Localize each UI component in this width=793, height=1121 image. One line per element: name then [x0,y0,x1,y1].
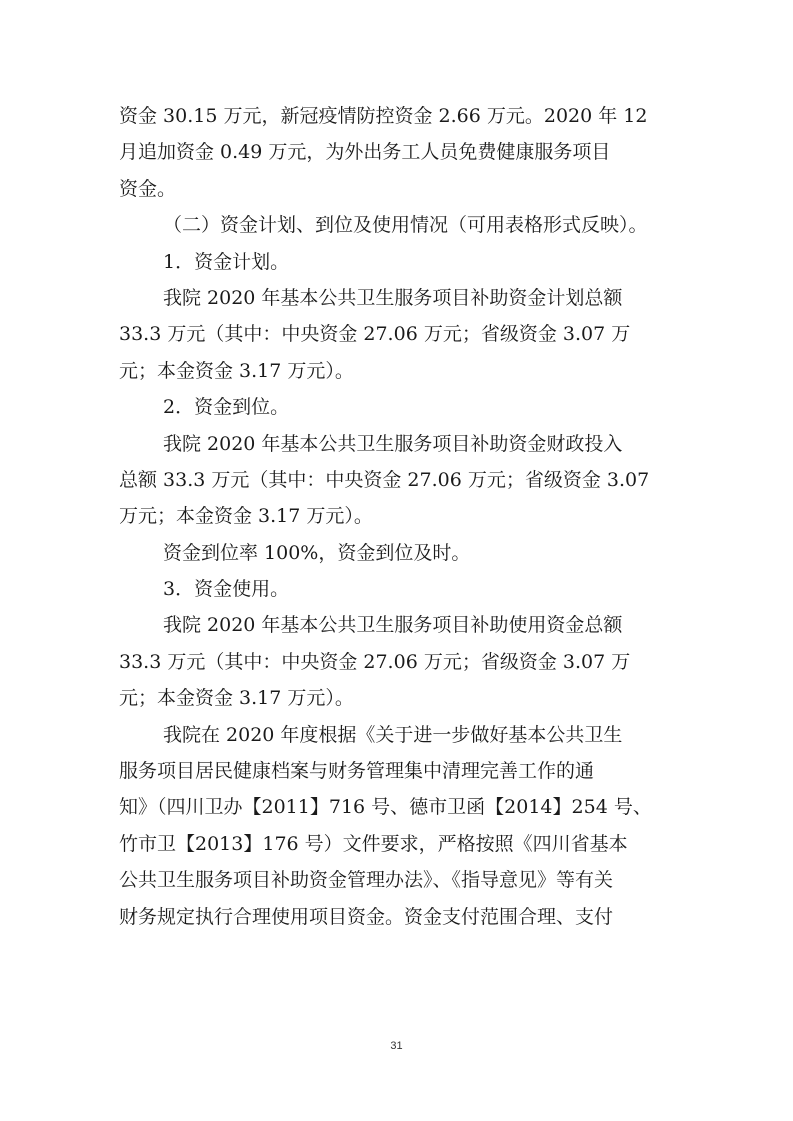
text-line: 我院 2020 年基本公共卫生服务项目补助使用资金总额 [163,614,623,637]
text-line: 知》（四川卫办【2011】716 号、德市卫函【2014】254 号、 [119,796,652,819]
text-line: 资金 30.15 万元，新冠疫情防控资金 2.66 万元。2020 年 12 [119,105,648,127]
subsection-heading: 1．资金计划。 [163,250,290,273]
text-line: 我院 2020 年基本公共卫生服务项目补助资金计划总额 [163,286,623,309]
text-line: 33.3 万元（其中：中央资金 27.06 万元；省级资金 3.07 万 [119,650,631,673]
text-line: 竹市卫【2013】176 号）文件要求，严格按照《四川省基本 [119,832,628,855]
text-line: 元；本金资金 3.17 万元）。 [119,687,354,710]
text-line: 服务项目居民健康档案与财务管理集中清理完善工作的通 [119,760,595,783]
text-line: 总额 33.3 万元（其中：中央资金 27.06 万元；省级资金 3.07 [119,468,650,491]
page-number: 31 [390,1040,403,1052]
text-line: 资金到位率 100%，资金到位及时。 [163,541,471,564]
text-line: 资金。 [119,177,177,200]
text-line: 我院 2020 年基本公共卫生服务项目补助资金财政投入 [163,432,623,455]
text-line: 33.3 万元（其中：中央资金 27.06 万元；省级资金 3.07 万 [119,323,631,346]
text-line: 月追加资金 0.49 万元，为外出务工人员免费健康服务项目 [119,141,611,164]
section-heading: （二）资金计划、到位及使用情况（可用表格形式反映）。 [163,214,648,237]
subsection-heading: 3．资金使用。 [163,578,290,601]
text-line: 万元；本金资金 3.17 万元）。 [119,505,373,528]
text-line: 我院在 2020 年度根据《关于进一步做好基本公共卫生 [163,723,623,746]
document-body [119,98,679,935]
text-line: 财务规定执行合理使用项目资金。资金支付范围合理、支付 [119,905,614,928]
subsection-heading: 2．资金到位。 [163,396,290,419]
text-line: 元；本金资金 3.17 万元）。 [119,359,354,382]
text-line: 公共卫生服务项目补助资金管理办法》、《指导意见》等有关 [119,869,614,892]
